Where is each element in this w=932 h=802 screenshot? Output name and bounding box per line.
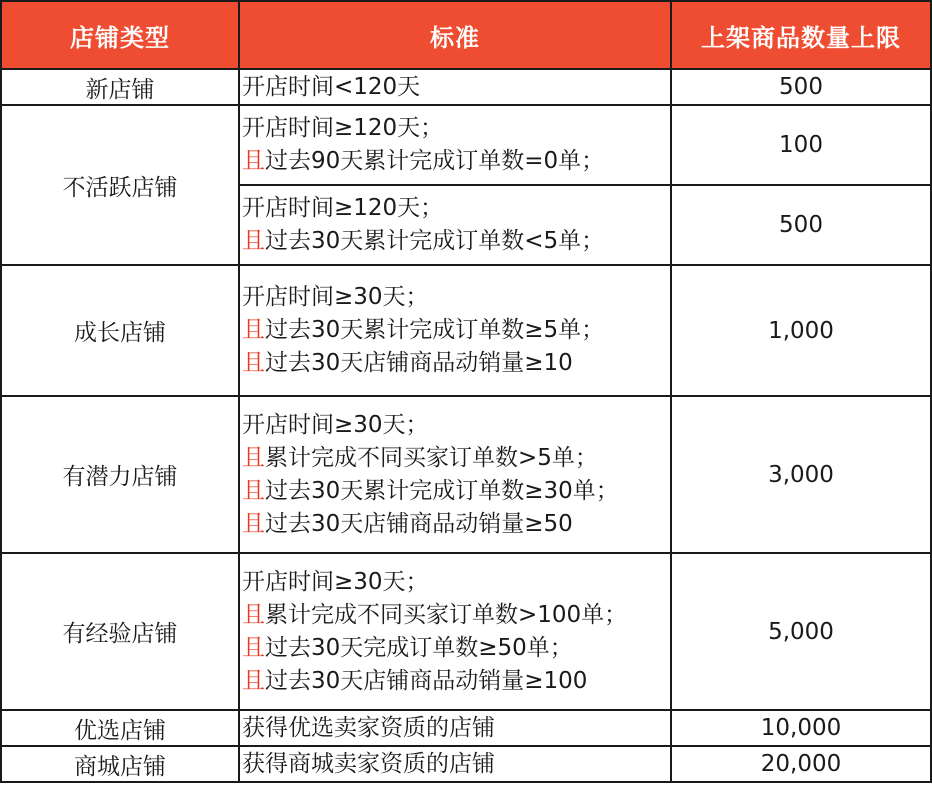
table-row-potential-store <box>1 396 931 553</box>
and-marker: 且 <box>242 148 265 174</box>
table-header-row <box>1 1 931 69</box>
criteria-line <box>242 145 670 178</box>
and-marker: 且 <box>242 667 265 694</box>
criteria-cell <box>239 265 671 396</box>
criteria-cell <box>239 710 671 746</box>
limit-cell: 500 <box>671 69 931 105</box>
limit-cell: 3,000 <box>671 396 931 553</box>
store-type-cell: 新店铺 <box>1 69 239 105</box>
criteria-text: 过去30天累计完成订单数≥5单； <box>265 317 605 343</box>
criteria-line <box>242 347 670 380</box>
table-row-inactive-store-a <box>1 105 931 185</box>
limit-cell: 5,000 <box>671 553 931 710</box>
store-type-cell: 有经验店铺 <box>1 553 239 710</box>
criteria-line <box>242 508 670 541</box>
criteria-line <box>242 475 670 508</box>
limit-cell: 20,000 <box>671 746 931 782</box>
and-marker: 且 <box>242 317 265 343</box>
criteria-cell <box>239 69 671 105</box>
and-marker: 且 <box>242 350 265 376</box>
store-type-cell: 不活跃店铺 <box>1 105 239 265</box>
criteria-text: 过去30天店铺商品动销量≥100 <box>265 667 588 694</box>
criteria-cell <box>239 185 671 265</box>
criteria-text: 过去30天累计完成订单数<5单； <box>265 228 605 254</box>
table-row-experienced-store <box>1 553 931 710</box>
store-type-cell: 优选店铺 <box>1 710 239 746</box>
criteria-cell <box>239 746 671 782</box>
and-marker: 且 <box>242 477 265 504</box>
and-marker: 且 <box>242 228 265 254</box>
criteria-line: 开店时间≥120天； <box>242 195 444 221</box>
header-listing-limit: 上架商品数量上限 <box>671 1 931 69</box>
criteria-line <box>242 599 670 632</box>
criteria-text: 过去30天累计完成订单数≥30单； <box>265 477 619 504</box>
store-type-cell: 商城店铺 <box>1 746 239 782</box>
criteria-text: 过去30天完成订单数≥50单； <box>265 634 573 661</box>
criteria-line: 开店时间≥120天； <box>242 115 444 141</box>
and-marker: 且 <box>242 601 265 628</box>
and-marker: 且 <box>242 510 265 537</box>
header-criteria: 标准 <box>239 1 671 69</box>
and-marker: 且 <box>242 634 265 661</box>
limit-cell: 1,000 <box>671 265 931 396</box>
and-marker: 且 <box>242 444 265 471</box>
criteria-line <box>242 314 670 347</box>
criteria-line <box>242 442 670 475</box>
store-type-cell: 成长店铺 <box>1 265 239 396</box>
criteria-line: 开店时间≥30天； <box>242 284 429 310</box>
table-row-mall-store <box>1 746 931 782</box>
store-type-cell: 有潜力店铺 <box>1 396 239 553</box>
criteria-text: 过去90天累计完成订单数=0单； <box>265 148 605 174</box>
criteria-cell <box>239 105 671 185</box>
limit-cell: 10,000 <box>671 710 931 746</box>
table-row-new-store <box>1 69 931 105</box>
criteria-cell <box>239 553 671 710</box>
limit-cell: 500 <box>671 185 931 265</box>
table-row-preferred-store <box>1 710 931 746</box>
criteria-line: 开店时间<120天 <box>242 73 421 100</box>
criteria-cell <box>239 396 671 553</box>
criteria-line: 获得商城卖家资质的店铺 <box>242 750 495 777</box>
criteria-text: 累计完成不同买家订单数>100单； <box>265 601 628 628</box>
limit-cell: 100 <box>671 105 931 185</box>
criteria-line <box>242 225 670 258</box>
criteria-text: 过去30天店铺商品动销量≥50 <box>265 510 573 537</box>
criteria-text: 过去30天店铺商品动销量≥10 <box>265 350 573 376</box>
criteria-line: 开店时间≥30天； <box>242 411 429 438</box>
table-row-growth-store <box>1 265 931 396</box>
criteria-line: 开店时间≥30天； <box>242 568 429 595</box>
header-store-type: 店铺类型 <box>1 1 239 69</box>
criteria-line <box>242 665 670 698</box>
criteria-line <box>242 632 670 665</box>
criteria-text: 累计完成不同买家订单数>5单； <box>265 444 598 471</box>
criteria-line: 获得优选卖家资质的店铺 <box>242 714 495 741</box>
